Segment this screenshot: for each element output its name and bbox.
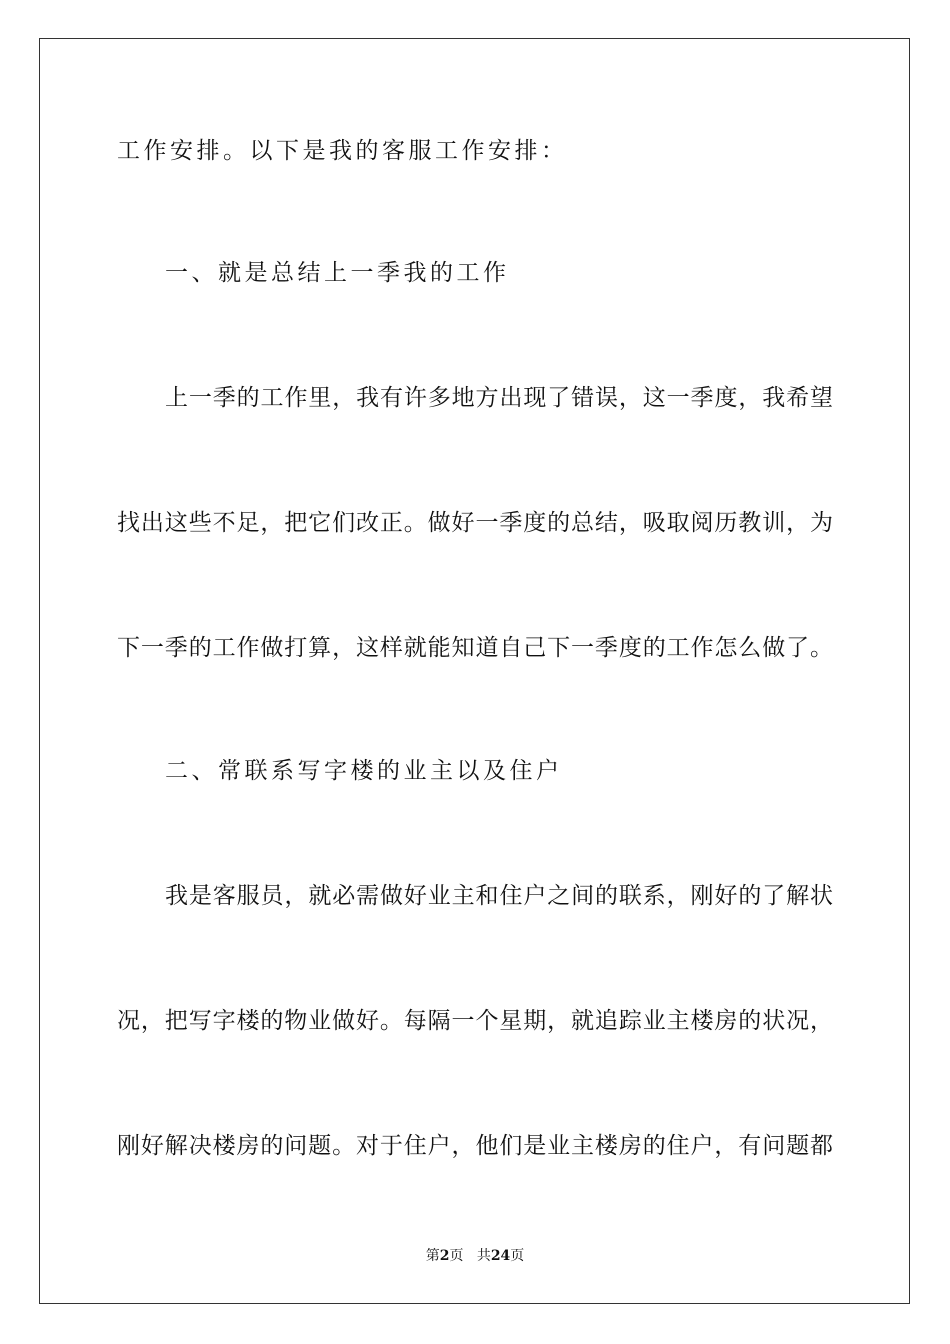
text-line-3: 上一季的工作里，我有许多地方出现了错误，这一季度，我希望 [165,385,833,411]
page-footer [0,1246,950,1266]
total-pages: 24 [490,1248,511,1264]
section-heading-2: 二、常联系写字楼的业主以及住户 [165,758,563,784]
text-line-5: 下一季的工作做打算，这样就能知道自己下一季度的工作怎么做了。 [117,635,833,661]
text-line-4: 找出这些不足，把它们改正。做好一季度的总结，吸取阅历教训，为 [117,510,833,536]
page-suffix: 页 [449,1248,464,1264]
page-prefix: 第 [425,1248,440,1264]
total-prefix: 共 [476,1248,491,1264]
section-heading-1: 一、就是总结上一季我的工作 [165,260,510,286]
text-line-9: 刚好解决楼房的问题。对于住户，他们是业主楼房的住户，有问题都 [117,1133,833,1159]
page-border [39,38,910,1304]
page-number: 2 [439,1248,450,1264]
text-line-8: 况，把写字楼的物业做好。每隔一个星期，就追踪业主楼房的状况， [117,1008,833,1034]
text-line-7: 我是客服员，就必需做好业主和住户之间的联系，刚好的了解状 [165,883,833,909]
text-line-1: 工作安排。以下是我的客服工作安排： [117,138,568,164]
total-suffix: 页 [510,1248,525,1264]
